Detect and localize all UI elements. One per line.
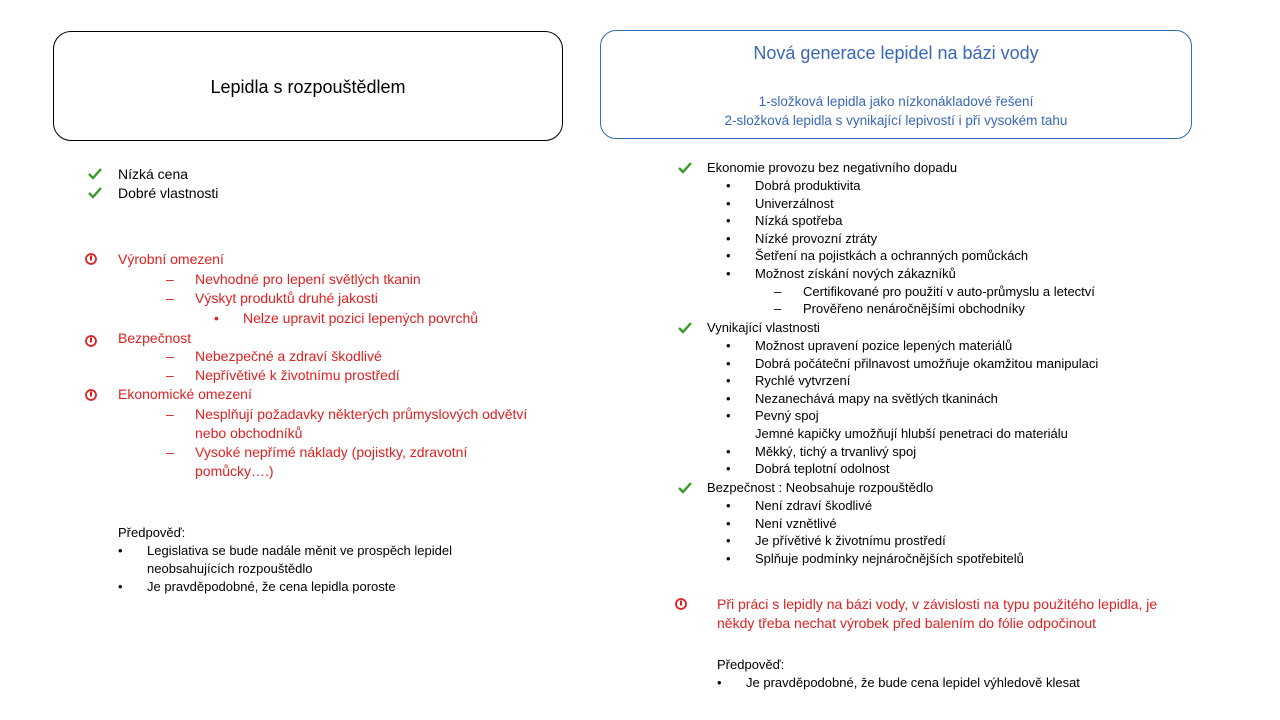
right-section-item: Měkký, tichý a trvanlivý spoj: [755, 444, 917, 459]
right-section-subitem: Prověřeno nenáročnějšími obchodníky: [803, 301, 1025, 316]
left-con-subitem: Nelze upravit pozici lepených povrchů: [243, 310, 479, 326]
left-con-item: Nebezpečné a zdraví škodlivé: [195, 348, 382, 364]
left-con-item: Výskyt produktů druhé jakosti: [195, 290, 378, 306]
bullet-icon: •: [726, 461, 731, 476]
right-section-item: Není zdraví škodlivé: [755, 498, 873, 513]
bullet-icon: •: [726, 516, 731, 531]
warning-icon: [85, 253, 97, 265]
right-section-item: Nízké provozní ztráty: [755, 231, 878, 246]
right-warning-text: někdy třeba nechat výrobek před balením do fólie odpočinout: [717, 615, 1097, 631]
left-con-item: Vysoké nepřímé náklady (pojistky, zdravotní: [195, 444, 468, 460]
left-pro-item: Nízká cena: [118, 166, 189, 182]
right-section-title: Bezpečnost : Neobsahuje rozpouštědlo: [707, 480, 934, 495]
right-forecast-label: Předpověď:: [717, 657, 785, 672]
bullet-icon: •: [726, 266, 731, 281]
right-box-title: Nová generace lepidel na bázi vody: [753, 43, 1039, 63]
check-icon: [88, 167, 102, 181]
right-section-item: Dobrá produktivita: [755, 178, 861, 193]
bullet-icon: •: [726, 178, 731, 193]
right-section-item: Rychlé vytvrzení: [755, 373, 851, 388]
left-con-title: Výrobní omezení: [118, 251, 224, 267]
right-section-item: Pevný spoj: [755, 408, 819, 423]
dash-icon: –: [774, 284, 782, 299]
dash-icon: –: [166, 406, 174, 422]
bullet-icon: •: [726, 338, 731, 353]
bullet-icon: •: [726, 213, 731, 228]
check-icon: [678, 481, 692, 495]
left-con-item: Nevhodné pro lepení světlých tkanin: [195, 271, 421, 287]
right-section-item: Nezanechává mapy na světlých tkaninách: [755, 391, 998, 406]
left-con-item: nebo obchodníků: [195, 425, 303, 441]
bullet-icon: •: [726, 356, 731, 371]
dash-icon: –: [166, 367, 174, 383]
bullet-icon: •: [726, 231, 731, 246]
right-section-item: Šetření na pojistkách a ochranných pomůckách: [755, 248, 1029, 263]
left-con-item: Nepřívětivé k životnímu prostředí: [195, 367, 400, 383]
right-section-title: Vynikající vlastnosti: [707, 320, 820, 335]
right-title-box: [600, 30, 1192, 139]
bullet-icon: •: [726, 533, 731, 548]
left-title-box: [53, 31, 563, 141]
bullet-icon: •: [717, 675, 722, 690]
check-icon: [678, 321, 692, 335]
left-con-title: Bezpečnost: [118, 330, 192, 346]
right-section-item: Možnost upravení pozice lepených materiálů: [755, 338, 1013, 353]
check-icon: [678, 161, 692, 175]
right-section-item: Jemné kapičky umožňují hlubší penetraci do materiálu: [755, 426, 1068, 441]
left-con-item: Nesplňují požadavky některých průmyslových odvětví: [195, 406, 528, 422]
right-forecast-item: Je pravděpodobné, že bude cena lepidel výhledově klesat: [746, 675, 1080, 690]
dash-icon: –: [166, 348, 174, 364]
right-warning-text: Při práci s lepidly na bázi vody, v závislosti na typu použitého lepidla, je: [717, 596, 1158, 612]
right-box-subtitle: 1-složková lepidla jako nízkonákladové řešení: [758, 94, 1034, 109]
bullet-icon: •: [726, 391, 731, 406]
warning-icon: [85, 335, 97, 347]
dash-icon: –: [166, 271, 174, 287]
bullet-icon: •: [118, 543, 123, 558]
right-section-item: Je přívětivé k životnímu prostředí: [755, 533, 946, 548]
left-forecast-label: Předpověď:: [118, 525, 186, 540]
right-section-item: Není vznětlivé: [755, 516, 837, 531]
left-con-title: Ekonomické omezení: [118, 386, 252, 402]
right-section-item: Univerzálnost: [755, 196, 834, 211]
bullet-icon: •: [726, 196, 731, 211]
right-section-item: Možnost získání nových zákazníků: [755, 266, 956, 281]
dash-icon: –: [166, 444, 174, 460]
warning-icon: [85, 389, 97, 401]
bullet-icon: •: [726, 444, 731, 459]
left-box-title: Lepidla s rozpouštědlem: [210, 77, 406, 97]
right-section-item: Dobrá počáteční přilnavost umožňuje okamžitou manipulaci: [755, 356, 1099, 371]
bullet-icon: •: [118, 579, 123, 594]
right-section-item: Splňuje podmínky nejnáročnějších spotřebitelů: [755, 551, 1024, 566]
left-forecast-item: Legislativa se bude nadále měnit ve prospěch lepidel: [147, 543, 452, 558]
bullet-icon: •: [726, 551, 731, 566]
check-icon: [88, 186, 102, 200]
left-forecast-item: Je pravděpodobné, že cena lepidla poroste: [147, 579, 396, 594]
left-pro-item: Dobré vlastnosti: [118, 185, 219, 201]
left-con-item: pomůcky….): [195, 463, 274, 479]
dash-icon: –: [166, 290, 174, 306]
right-section-subitem: Certifikované pro použití v auto-průmyslu a letectví: [803, 284, 1095, 299]
bullet-icon: •: [726, 498, 731, 513]
warning-icon: [675, 598, 687, 610]
bullet-icon: •: [726, 408, 731, 423]
right-section-title: Ekonomie provozu bez negativního dopadu: [707, 160, 958, 175]
bullet-icon: •: [726, 373, 731, 388]
dash-icon: –: [774, 301, 782, 316]
right-section-item: Dobrá teplotní odolnost: [755, 461, 890, 476]
right-section-item: Nízká spotřeba: [755, 213, 843, 228]
right-box-subtitle: 2-složková lepidla s vynikající lepivostí i při vysokém tahu: [724, 113, 1068, 128]
left-forecast-item: neobsahujících rozpouštědlo: [147, 561, 313, 576]
bullet-icon: •: [214, 310, 219, 326]
bullet-icon: •: [726, 248, 731, 263]
